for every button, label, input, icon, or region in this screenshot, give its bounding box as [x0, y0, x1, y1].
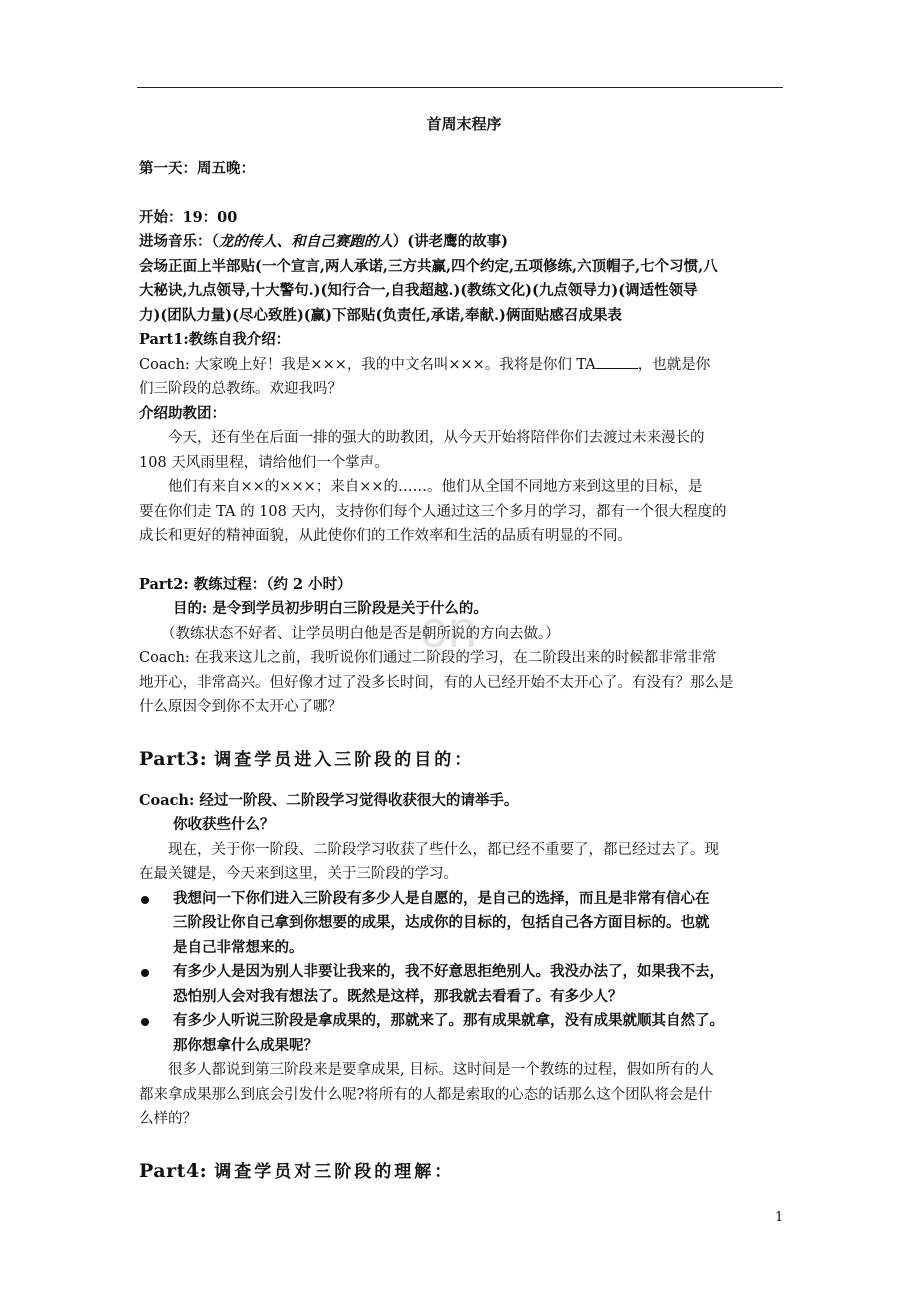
- part3-closing-line: 么样的？: [139, 1111, 197, 1127]
- team-para-line: 108 天风雨里程，请给他们一个掌声。: [139, 454, 389, 471]
- bullet-icon: [141, 896, 149, 904]
- day-heading: 第一天：周五晚：: [139, 160, 255, 177]
- team-para-line: 今天，还有坐在后面一排的强大的助教团，从今天开始将陪伴你们去渡过未来漫长的: [168, 430, 705, 446]
- part2-coach-line: Coach: 在我来这儿之前，我听说你们通过二阶段的学习，在二阶段出来的时候都非常非常: [139, 650, 717, 666]
- page-number: 1: [775, 1210, 784, 1225]
- music-line: 进场音乐：（龙的传人、和自己赛跑的人）(讲老鹰的故事): [139, 233, 508, 250]
- part4-heading: Part4: 调查学员对三阶段的理解：: [139, 1159, 455, 1182]
- part1-coach-line: 们三阶段的总教练。欢迎我吗？: [139, 381, 342, 397]
- part2-goal: 目的: 是令到学员初步明白三阶段是关于什么的。: [173, 600, 488, 617]
- part3-heading: Part3: 调查学员进入三阶段的目的：: [139, 747, 475, 770]
- team-para-line: 他们有来自××的×××；来自××的……。他们从全国不同地方来到这里的目标，是: [168, 479, 703, 495]
- list-item: 有多少人是因为别人非要让我来的，我不好意思拒绝别人。我没办法了，如果我不去， 恐怕别人会对我有想法了。既然是这样，那我就去看看了。有多少人？: [139, 960, 789, 1009]
- bullet-icon: [141, 969, 149, 977]
- part2-coach-line: 地开心，非常高兴。但好像才过了没多长时间，有的人已经开始不太开心了。有没有？那么是: [139, 674, 734, 691]
- part2-note: （教练状态不好者、让学员明白他是否是朝所说的方向去做。）: [161, 625, 560, 642]
- bullet-icon: [141, 1018, 149, 1026]
- part2-coach-line: 什么原因令到你不太开心了哪？: [139, 699, 342, 715]
- part2-heading: Part2: 教练过程：（约 2 小时）: [139, 575, 352, 593]
- music-songs: 龙的传人、和自己赛跑的人: [218, 233, 393, 250]
- list-item: 我想问一下你们进入三阶段有多少人是自愿的，是自己的选择，而且是非常有信心在 三阶段让你自己拿到你想要的成果，达成你的目标的，包括自己各方面目标的。也就 是自己非常想来的。: [139, 887, 789, 961]
- watermark: cn: [420, 601, 479, 659]
- team-heading: 介绍助教团：: [139, 404, 226, 422]
- venue-line: 大秘诀,九点领导,十大警句.)(知行合一,自我超越.)(教练文化)(九点领导力)(调适性领导: [139, 282, 698, 299]
- part3-coach: Coach: 经过一阶段、二阶段学习觉得收获很大的请举手。: [139, 791, 519, 809]
- venue-line: 会场正面上半部贴(一个宣言,两人承诺,三方共赢,四个约定,五项修练,六顶帽子,七个习惯,八: [139, 257, 718, 275]
- part1-coach-line: Coach: 大家晚上好！我是×××，我的中文名叫×××。我将是你们 TA ，也就是你: [139, 353, 789, 378]
- list-item: 有多少人听说三阶段是拿成果的，那就来了。那有成果就拿，没有成果就顺其自然了。 那你想拿什么成果呢？: [139, 1009, 789, 1058]
- part3-closing-line: 很多人都说到第三阶段来是要拿成果, 目标。这时间是一个教练的过程，假如所有的人: [168, 1062, 714, 1078]
- part3-para-line: 现在，关于你一阶段、二阶段学习收获了些什么，都已经不重要了，都已经过去了。现: [168, 841, 719, 858]
- team-para-line: 要在你们走 TA 的 108 天内，支持你们每个人通过这三个多月的学习，都有一个很大程度的: [139, 503, 727, 520]
- document-title: 首周末程序: [426, 115, 502, 133]
- team-para-line: 成长和更好的精神面貌，从此使你们的工作效率和生活的品质有明显的不同。: [139, 528, 632, 544]
- part3-question: 你收获些什么？: [173, 816, 275, 833]
- part3-closing-line: 都来拿成果那么到底会引发什么呢?将所有的人都是索取的心态的话那么这个团队将会是什: [139, 1086, 713, 1103]
- fill-blank: [596, 354, 638, 369]
- document-body: [139, 111, 789, 1187]
- start-time: 开始：19：00: [139, 208, 238, 226]
- header-rule: [137, 87, 783, 88]
- part1-heading: Part1:教练自我介绍：: [139, 331, 291, 348]
- part3-para-line: 在最关键是，今天来到这里，关于三阶段的学习。: [139, 866, 458, 882]
- venue-line: 力)(团队力量)(尽心致胜)(赢)下部贴(负责任,承诺,奉献.)俩面贴感召成果表: [139, 306, 622, 324]
